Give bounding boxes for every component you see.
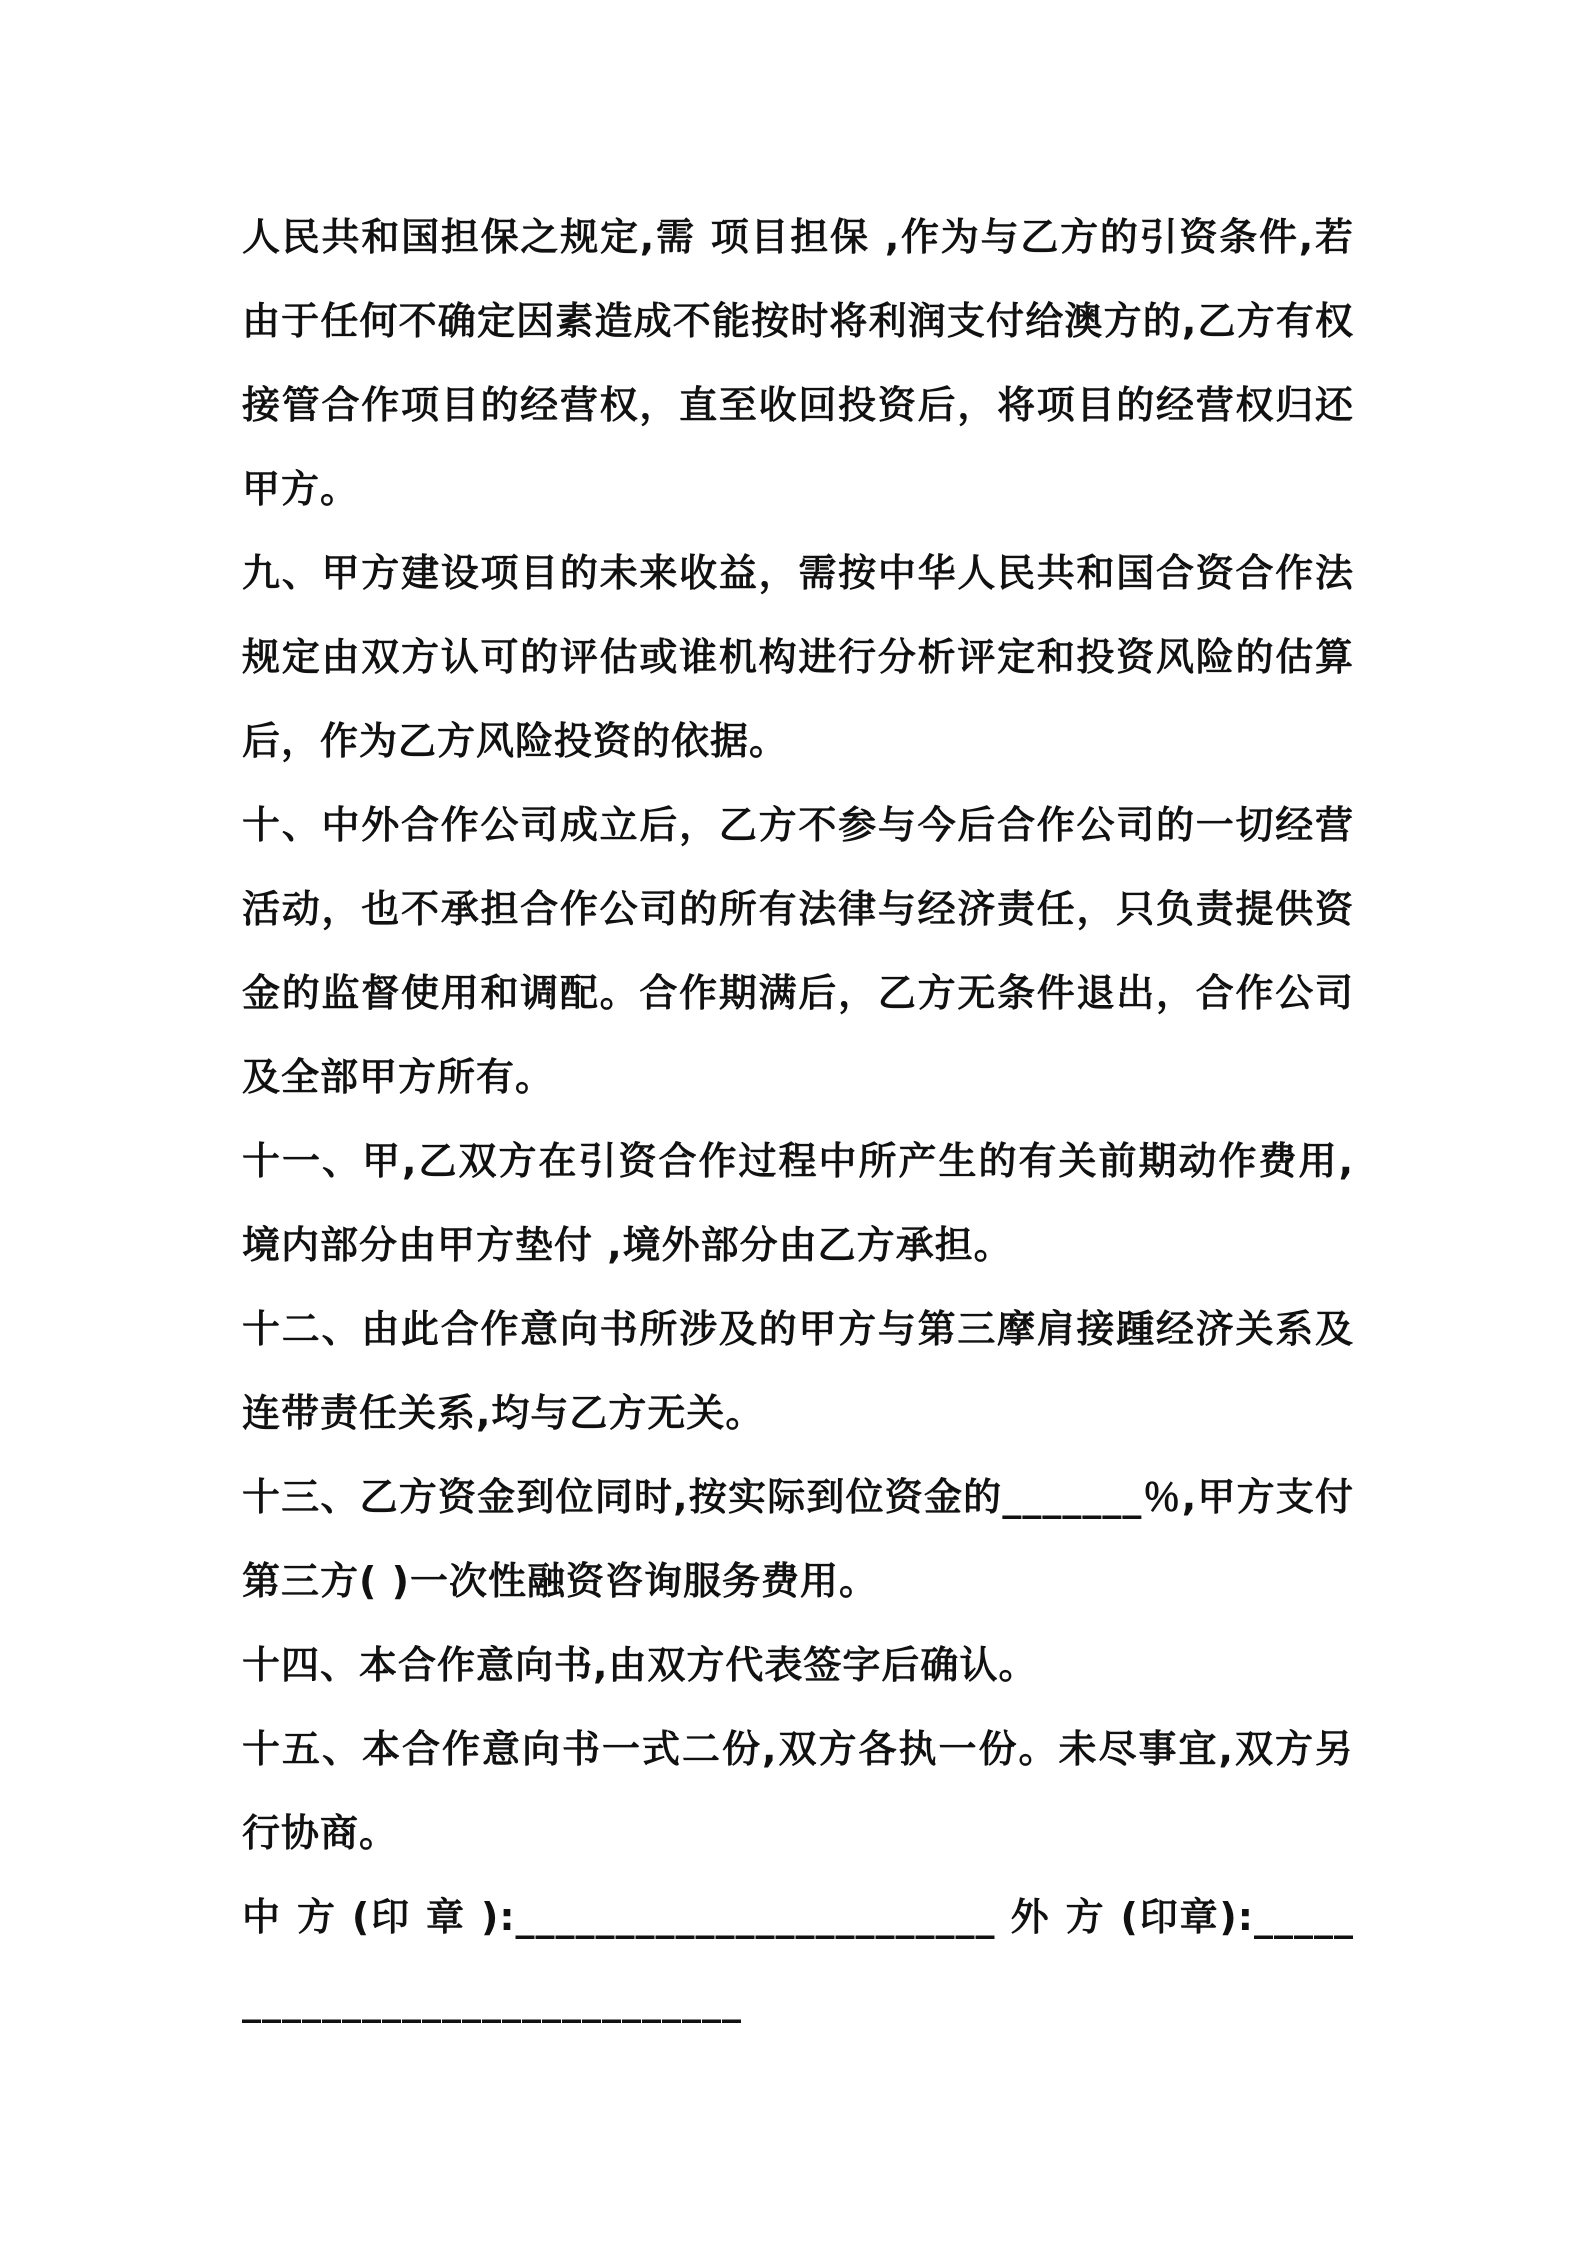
paragraph-clause-14: 十四、本合作意向书,由双方代表签字后确认。 — [242, 1643, 1038, 1687]
paragraph-clause-12: 十二、由此合作意向书所涉及的甲方与第三摩肩接踵经济关系及连带责任关系,均与乙方无关。 — [242, 1307, 1354, 1435]
paragraph-clause-11: 十一、甲,乙双方在引资合作过程中所产生的有关前期动作费用,境内部分由甲方垫付 ,境外部分由乙方承担。 — [242, 1139, 1354, 1267]
paragraph-clause-15: 十五、本合作意向书一式二份,双方各执一份。未尽事宜,双方另行协商。 — [242, 1727, 1354, 1855]
signature-line: 中 方 (印 章 ):________________________ 外 方 (印章):______________________________ — [242, 1895, 1354, 2023]
document-body — [242, 195, 1354, 2043]
paragraph-guarantee: 人民共和国担保之规定,需 项目担保 ,作为与乙方的引资条件,若由于任何不确定因素造成不能按时将利润支付给澳方的,乙方有权接管合作项目的经营权，直至收回投资后，将项目的经营权归还甲方。 — [242, 215, 1354, 511]
paragraph-clause-10: 十、中外合作公司成立后，乙方不参与今后合作公司的一切经营活动，也不承担合作公司的所有法律与经济责任，只负责提供资金的监督使用和调配。合作期满后，乙方无条件退出，合作公司及全部甲方所有。 — [242, 803, 1354, 1099]
paragraph-clause-13: 十三、乙方资金到位同时,按实际到位资金的_______％,甲方支付第三方( )一次性融资咨询服务费用。 — [242, 1475, 1354, 1603]
paragraph-clause-9: 九、甲方建设项目的未来收益，需按中华人民共和国合资合作法规定由双方认可的评估或谁机构进行分析评定和投资风险的估算后，作为乙方风险投资的依据。 — [242, 551, 1354, 763]
